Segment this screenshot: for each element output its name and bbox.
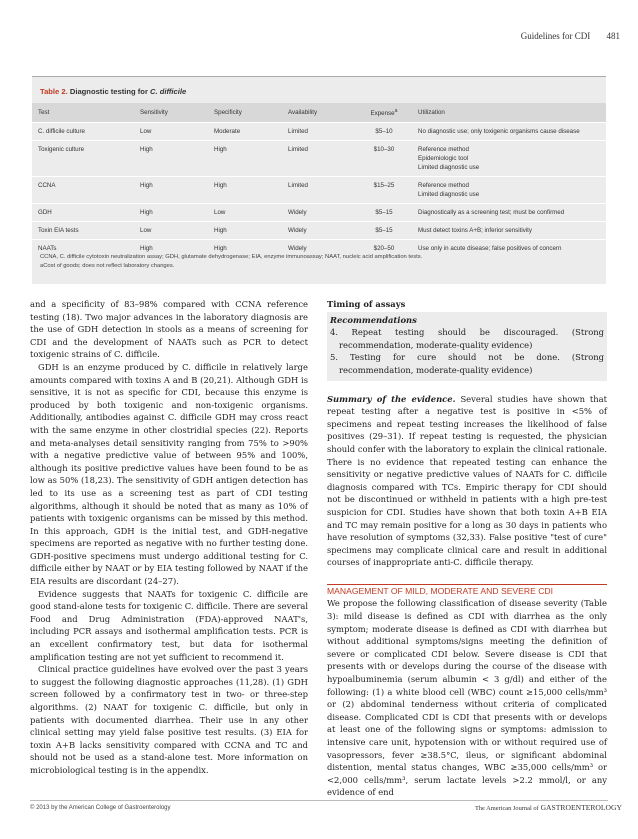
utilization-cell [412,222,606,240]
footer-rule [30,800,608,801]
expense-cell: $20–50 [356,240,412,258]
availability-cell: Limited [282,177,356,204]
paragraph: GDH is an enzyme produced by C. difficile in relatively large amounts compared with toxins A and B (20,21). Although GDH is sensitive, it is not as specific for CDI, because this enzyme is produced by both toxigenic and non-toxigenic organisms. Additionally, antibodies against C. difficile GDH may cross react with the same enzyme in other clostridial species (22). Reports and meta-analyses detail sensitivity ranging from 75% to >90% with a negative predictive value of between 95% and 100%, although its positive predictive values have been found to be as low as 50% (18,23). The sensitivity of GDH antigen detection has led to its use as a screening test as part of CDI testing algorithms, although it should be noted that as many as 10% of patients with toxigenic organisms can be missed by this method. In this approach, GDH is the initial test, and GDH-negative specimens are reported as negative with no further testing done. GDH-positive specimens must undergo additional testing for C. difficile either by NAAT or by EIA testing followed by NAAT if the EIA results are discordant (24–27). [30,361,308,587]
expense-cell: $10–30 [356,141,412,177]
col-header-utilization: Utilization [412,103,606,123]
expense-cell: $5–15 [356,204,412,222]
utilization-line: Limited diagnostic use [418,191,480,198]
section-heading: MANAGEMENT OF MILD, MODERATE AND SEVERE CDI [327,584,607,598]
test-cell: Toxin EIA tests [32,222,134,240]
sensitivity-cell: High [134,240,208,258]
recommendations-heading: Recommendations [330,314,417,325]
utilization-cell [412,123,606,141]
left-column [30,298,308,777]
sensitivity-cell: High [134,141,208,177]
utilization-line: Reference method [418,146,469,153]
table-row [32,141,606,177]
utilization-line: No diagnostic use; only toxigenic organisms cause disease [418,128,580,135]
test-cell: C. difficile culture [32,123,134,141]
availability-cell: Limited [282,123,356,141]
col-header-sensitivity: Sensitivity [134,103,208,123]
specificity-cell: High [208,240,282,258]
table-footnote-abbrev: CCNA, C. difficile cytotoxin neutralization assay; GDH, glutamate dehydrogenase; EIA, enzyme immunoassay; NAAT, nucleic acid amplification tests. [40,254,423,260]
test-cell: Toxigenic culture [32,141,134,177]
sensitivity-cell: High [134,177,208,204]
expense-cell: $5–10 [356,123,412,141]
col-header-availability: Availability [282,103,356,123]
running-title: Guidelines for CDI [520,31,591,41]
specificity-cell: Moderate [208,123,282,141]
recommendation-4: 4. Repeat testing should be discouraged. (Strong recommendation, moderate-quality evidence) [330,327,604,350]
copyright: © 2013 by the American College of Gastroenterology [30,805,171,811]
table-title [40,87,186,96]
table-title-text: Diagnostic testing for [69,87,148,96]
specificity-cell: High [208,141,282,177]
diagnostic-testing-table [32,103,606,257]
section-paragraph: We propose the following classification of disease severity (Table 3): mild disease is defined as CDI with diarrhea as the only symptom; moderate disease is defined as CDI with diarrhea but without additional symptoms/signs meeting the definition of severe or complicated CDI below. Severe disease is CDI that presents with or develops during the course of the disease with hypoalbuminemia (serum albumin < 3 g/dl) and either of the following: (1) a white blood cell (WBC) count ≥15,000 cells/mm³ or (2) abdominal tenderness without criteria of complicated disease. Complicated CDI is CDI that presents with or develops at least one of the following signs or symptoms: admission to intensive care unit, hypotension with or without required use of vasopressors, fever ≥38.5°C, ileus, or significant abdominal distention, mental status changes, WBC ≥35,000 cells/mm³ or <2,000 cells/mm³, serum lactate levels >2.2 mmol/l, or any evidence of end [327,598,607,798]
summary-text: Several studies have shown that repeat testing after a negative test is positive in <5% of specimens and repeat testing increases the likelihood of false positives (29–31). If repeat testing is requested, the physician should confer with the laboratory to explain the clinical rationale. There is no evidence that repeated testing can enhance the sensitivity or negative predictive values of NAATs for C. difficile diagnosis compared with TCs. Empiric therapy for CDI should not be discontinued or withheld in patients with a high pre-test suspicion for CDI. Studies have shown that both toxin A+B EIA and TC may remain positive for a long as 30 days in patients who have resolution of symptoms (32,33). False positive "test of cure" specimens may complicate clinical care and result in additional courses of inappropriate anti-C. difficile therapy. [327,393,608,568]
utilization-cell [412,177,606,204]
table-2 [32,76,606,284]
utilization-line: Limited diagnostic use [418,164,480,171]
specificity-cell: High [208,222,282,240]
journal-name: GASTROENTEROLOGY [540,803,622,812]
utilization-line: Use only in acute disease; false positives of concern [418,245,562,252]
table-label: Table 2. [40,87,68,96]
summary-paragraph [327,393,607,569]
table-row [32,177,606,204]
running-header [521,31,620,41]
availability-cell: Limited [282,141,356,177]
recommendation-5: 5. Testing for cure should not be done. (Strong recommendation, moderate-quality evidence) [330,352,604,375]
sensitivity-cell: Low [134,222,208,240]
table-row [32,222,606,240]
right-column [327,298,607,799]
test-cell: NAATs [32,240,134,258]
specificity-cell: Low [208,204,282,222]
sensitivity-cell: High [134,204,208,222]
col-header-specificity: Specificity [208,103,282,123]
summary-lead: Summary of the evidence. [327,393,456,404]
expense-cell: $15–25 [356,177,412,204]
specificity-cell: High [208,177,282,204]
utilization-cell [412,141,606,177]
table-footnotes [40,253,600,271]
timing-heading: Timing of assays [327,299,406,309]
table-row [32,204,606,222]
page-number: 481 [606,31,620,41]
availability-cell: Widely [282,240,356,258]
table-footnote-cost: aCost of goods; does not reflect laboratory changes. [40,263,175,269]
paragraph: and a specificity of 83–98% compared with CCNA reference testing (18). Two major advances in the laboratory diagnosis are the use of GDH detection in stools as a means of screening for CDI and the development of NAATs such as PCR to detect toxigenic strains of C. difficile. [30,299,308,360]
journal-footer [475,803,622,812]
table-row [32,123,606,141]
utilization-line: Diagnostically as a screening test; must be confirmed [418,209,565,216]
test-cell: CCNA [32,177,134,204]
availability-cell: Widely [282,204,356,222]
utilization-line: Reference method [418,182,469,189]
expense-cell: $5–15 [356,222,412,240]
expense-label: Expense [370,110,395,118]
col-header-test: Test [32,103,134,123]
sensitivity-cell: Low [134,123,208,141]
test-cell: GDH [32,204,134,222]
table-header-row [32,103,606,123]
availability-cell: Widely [282,222,356,240]
expense-sup: a [394,107,398,114]
table-title-italic: C. difficile [150,87,187,96]
paragraph: Clinical practice guidelines have evolved over the past 3 years to suggest the following diagnostic approaches (11,28). (1) GDH screen followed by a confirmatory test in two- or three-step algorithms. (2) NAAT for toxigenic C. difficile, but only in patients with documented diarrhea. Their use in any other clinical setting may yield false positive test results. (3) EIA for toxin A+B lacks sensitivity compared with CCNA and TC and should not be used as a stand-alone test. More information on microbiological testing is in the appendix. [30,664,308,775]
utilization-line: Must detect toxins A+B; inferior sensitivity [418,227,532,234]
recommendations-box [327,312,607,381]
utilization-line: Epidemiologic tool [418,155,469,162]
paragraph: Evidence suggests that NAATs for toxigenic C. difficile are good stand-alone tests for toxigenic C. difficile. There are several Food and Drug Administration (FDA)-approved NAAT's, including PCR assays and isothermal amplification tests. PCR is an excellent confirmatory test, but data for isothermal amplification testing are not yet sufficient to recommend it. [30,588,308,662]
journal-prefix: The American Journal of [474,805,539,812]
utilization-cell [412,204,606,222]
col-header-expense [356,103,412,123]
